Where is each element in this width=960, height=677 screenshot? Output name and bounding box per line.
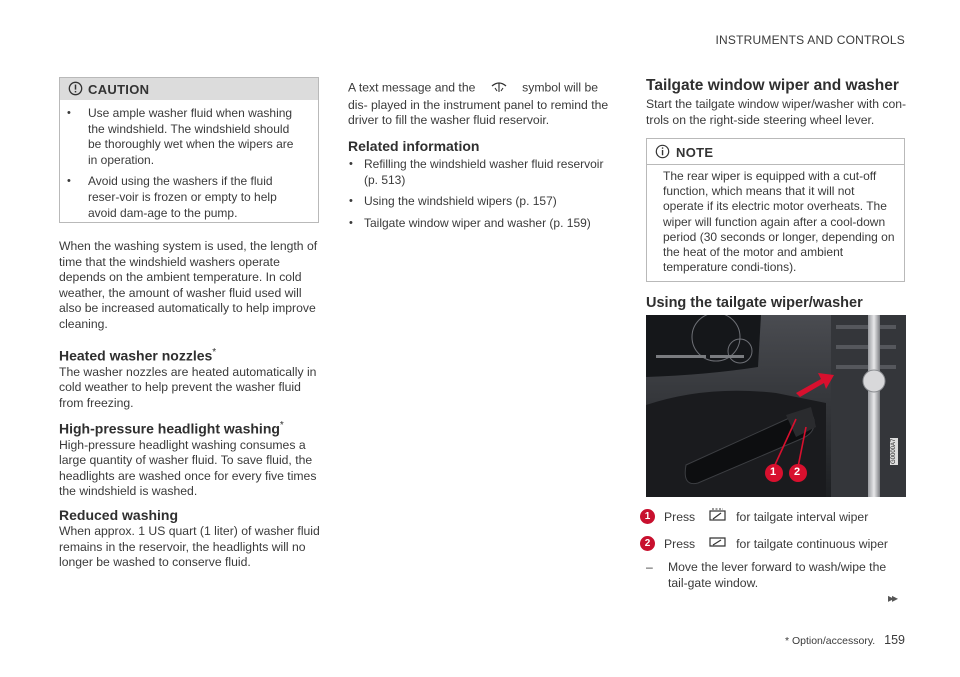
next-page-arrow[interactable]: ▸▸ (888, 591, 897, 605)
photo-callout-2: 2 (794, 466, 801, 478)
callout-number: 1 (640, 509, 655, 524)
caution-icon (68, 81, 83, 101)
caution-box (59, 77, 319, 223)
related-link[interactable]: • Using the windshield wipers (p. 157) (342, 194, 610, 210)
washer-message-text: A text message and the symbol will be dis- played in the instrument panel to remind the driver to fill the washer fluid reservoir. (348, 80, 609, 128)
note-title: NOTE (676, 145, 714, 160)
callout-row-1 (640, 508, 868, 525)
caution-header (60, 78, 318, 100)
step-item: – Move the lever forward to wash/wipe the tail-gate window. (646, 560, 906, 591)
callout-row-2 (640, 535, 888, 552)
related-link[interactable]: • Tailgate window wiper and washer (p. 159) (342, 216, 610, 232)
washer-fluid-icon (489, 79, 509, 98)
caution-bullet: • Use ample washer fluid when washing the windshield. The windshield should be thoroughly wet when the wipers are in operation. (60, 106, 304, 168)
callout-press: Press (664, 509, 696, 524)
footer (785, 633, 905, 647)
related-info-heading: Related information (348, 138, 480, 154)
callout-text: for tailgate continuous wiper (736, 536, 888, 551)
tailgate-heading: Tailgate window wiper and washer (646, 77, 899, 94)
reduced-washing-heading: Reduced washing (59, 507, 179, 523)
hp-headlight-heading: High-pressure headlight washing* (59, 420, 284, 437)
image-code: G0000A7 (891, 438, 897, 464)
info-icon (655, 144, 670, 164)
note-box (646, 138, 905, 282)
callout-press: Press (664, 536, 696, 551)
interval-wiper-icon (709, 508, 726, 525)
note-header (647, 139, 904, 165)
photo-callout-1: 1 (770, 466, 777, 478)
tailgate-intro: Start the tailgate window wiper/washer with con-trols on the right-side steering wheel lever. (646, 97, 907, 127)
using-wiper-heading: Using the tailgate wiper/washer (646, 295, 863, 311)
reduced-washing-text: When approx. 1 US quart (1 liter) of washer fluid remains in the reservoir, the headlights will no longer be washed to conserve fluid. (59, 524, 320, 570)
wiper-lever-photo (646, 315, 906, 497)
callout-text: for tailgate interval wiper (736, 509, 869, 524)
option-footnote: * Option/accessory. (784, 635, 876, 647)
hp-headlight-text: High-pressure headlight washing consumes a large quantity of washer fluid. To save fluid, the headlights are washed once for every five times the windshield is washed. (59, 437, 317, 499)
callout-number: 2 (640, 536, 655, 551)
caution-bullet: • Avoid using the washers if the fluid reser-voir is frozen or empty to help avoid dam-age to the pump. (60, 174, 304, 221)
continuous-wiper-icon (709, 535, 726, 552)
section-header: INSTRUMENTS AND CONTROLS (715, 33, 905, 47)
heated-nozzles-text: The washer nozzles are heated automatically in cold weather to help prevent the washer fluid from freezing. (59, 364, 317, 410)
step-text: Move the lever forward to wash/wipe the tail-gate window. (668, 560, 887, 590)
page-number: 159 (884, 633, 905, 647)
related-link[interactable]: • Refilling the windshield washer fluid reservoir (p. 513) (342, 157, 610, 188)
caution-title: CAUTION (88, 82, 150, 97)
heated-nozzles-heading: Heated washer nozzles* (59, 347, 217, 364)
washing-intro: When the washing system is used, the length of time that the windshield washers operate depends on the ambient temperature. In cold weather, the amount of washer fluid used will also be increased automatically to help improve cleaning. (59, 239, 318, 331)
note-text: The rear wiper is equipped with a cut-off function, which means that it will not operate if its electric motor overheats. The wiper will function again after a cool-down period (30 seconds or longer, depending on the heat of the motor and ambient temperature condi-tions). (663, 169, 895, 275)
